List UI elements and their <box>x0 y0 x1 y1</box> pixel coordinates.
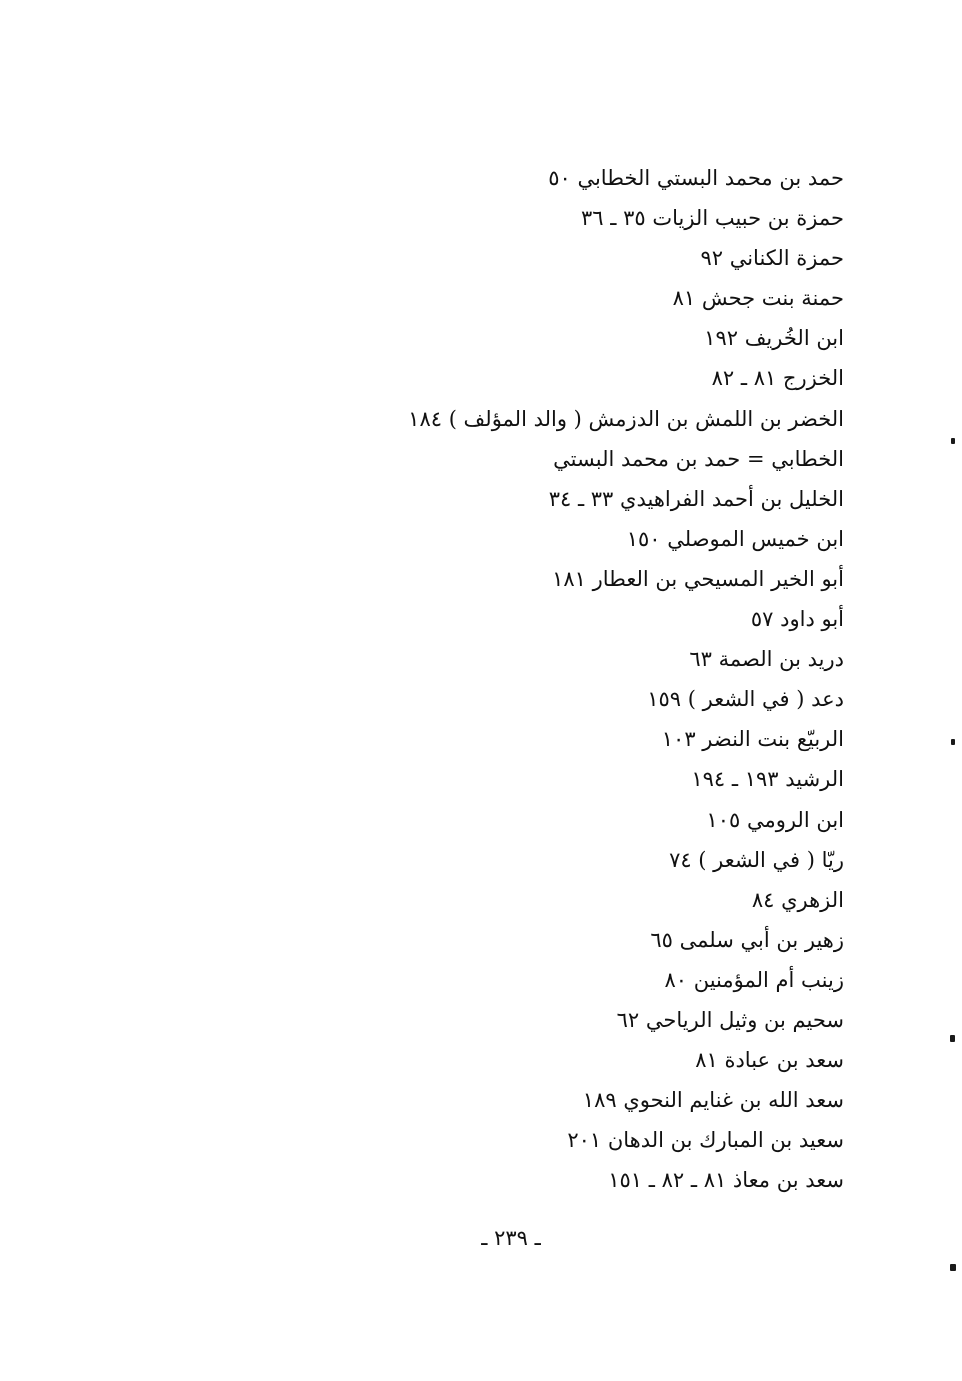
scan-mark <box>950 1035 955 1042</box>
scan-mark <box>951 438 955 444</box>
index-entry: حمد بن محمد البستي الخطابي ٥٠ <box>548 166 844 190</box>
index-entry: ابن الرومي ١٠٥ <box>706 807 844 832</box>
index-entry: ابن خميس الموصلي ١٥٠ <box>626 526 844 551</box>
index-entry: دريد بن الصمة ٦٣ <box>689 647 844 672</box>
index-entry: الخزرج ٨١ ـ ٨٢ <box>711 366 844 391</box>
index-entry: سحيم بن وثيل الرياحي ٦٢ <box>616 1007 844 1032</box>
index-entry: الخليل بن أحمد الفراهيدي ٣٣ ـ ٣٤ <box>548 486 844 511</box>
index-entry: دعد ( في الشعر ) ١٥٩ <box>647 687 844 712</box>
index-entry: الخطابي = حمد بن محمد البستي <box>553 446 844 471</box>
index-entry: الزهري ٨٤ <box>751 887 844 912</box>
scan-mark <box>951 739 955 745</box>
index-entry: أبو داود ٥٧ <box>750 607 844 632</box>
index-entry: زهير بن أبي سلمى ٦٥ <box>650 927 844 952</box>
index-entry: زينب أم المؤمنين ٨٠ <box>664 967 844 992</box>
index-entry: سعد بن عبادة ٨١ <box>695 1048 844 1073</box>
index-entry: ابن الخُريف ١٩٢ <box>704 326 844 351</box>
index-entry: حمنة بنت جحش ٨١ <box>672 286 844 311</box>
index-entry: الخضر بن اللمش بن الدزمش ( والد المؤلف ) ١٨٤ <box>408 406 844 431</box>
scan-mark <box>950 1264 956 1271</box>
index-entry: سعد بن معاذ ٨١ ـ ٨٢ ـ ١٥١ <box>608 1168 844 1193</box>
index-entry: حمزة بن حبيب الزيات ٣٥ ـ ٣٦ <box>581 206 844 231</box>
index-entry: سعيد بن المبارك بن الدهان ٢٠١ <box>567 1128 844 1153</box>
page-number: ـ ٢٣٩ ـ <box>481 1226 541 1250</box>
index-entry: أبو الخير المسيحي بن العطار ١٨١ <box>552 566 844 591</box>
index-entry: الرشيد ١٩٣ ـ ١٩٤ <box>691 767 844 792</box>
index-entry: حمزة الكناني ٩٢ <box>700 246 844 271</box>
index-entry: ريّا ( في الشعر ) ٧٤ <box>669 847 844 872</box>
index-list <box>408 158 844 1200</box>
index-entry: الربيّع بنت النضر ١٠٣ <box>661 727 844 752</box>
index-entry: سعد الله بن غنايم النحوي ١٨٩ <box>582 1088 844 1113</box>
